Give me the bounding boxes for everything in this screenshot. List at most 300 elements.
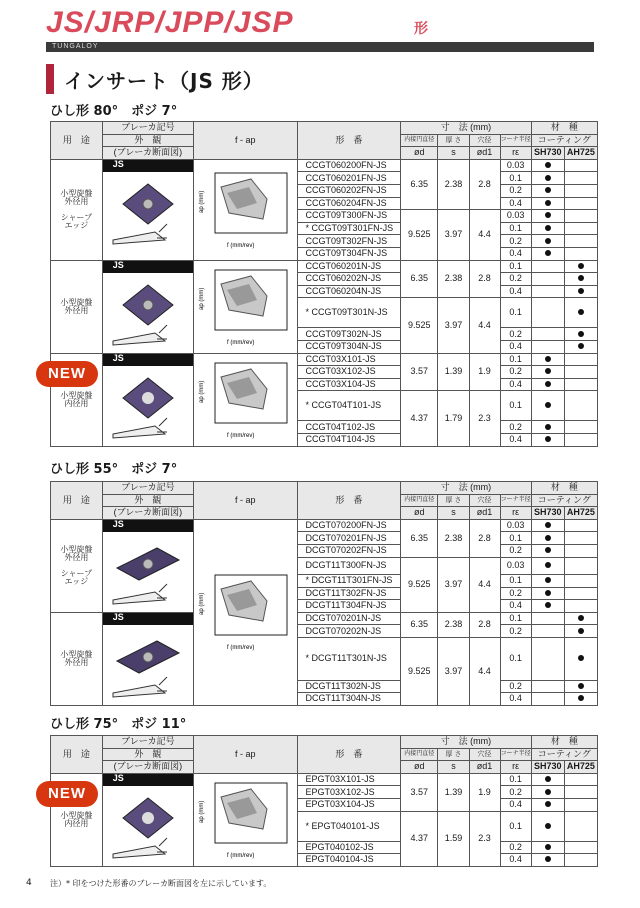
table-cell <box>531 285 564 298</box>
stock-dot <box>545 250 551 256</box>
table-cell <box>564 197 597 210</box>
radius-cell: 0.1 <box>500 532 531 545</box>
table-cell <box>564 557 597 574</box>
table-cell <box>193 260 297 353</box>
table-cell <box>564 680 597 693</box>
table-cell: 9.525 <box>401 637 438 705</box>
table-cell <box>564 587 597 600</box>
table-cell <box>531 798 564 811</box>
radius-cell: 0.2 <box>500 625 531 638</box>
table-cell <box>564 811 597 841</box>
insert-image <box>105 174 191 250</box>
table-cell <box>102 612 193 705</box>
section-title <box>46 64 264 94</box>
section-title-text: インサート（JS 形） <box>64 68 264 93</box>
model-cell: CCGT04T102-JS <box>297 421 401 434</box>
table-cell <box>102 353 193 446</box>
table-cell: 1.9 <box>469 353 500 391</box>
table-cell: 4.4 <box>469 557 500 612</box>
table-cell: 9.525 <box>401 210 438 260</box>
stock-dot <box>545 547 551 553</box>
header-suffix: 形 <box>414 21 428 37</box>
col-material: 材 種 <box>531 482 597 495</box>
table-cell <box>102 519 193 612</box>
use-cell: 小型旋盤 内径用 <box>51 773 103 866</box>
stock-dot <box>578 695 584 701</box>
table-cell <box>564 298 597 328</box>
stock-dot <box>545 602 551 608</box>
table-cell <box>531 557 564 574</box>
radius-cell: 0.4 <box>500 378 531 391</box>
table-cell <box>531 260 564 273</box>
model-cell: * CCGT09T301FN-JS <box>297 222 401 235</box>
col-model: 形 番 <box>297 482 401 520</box>
radius-cell: 0.2 <box>500 544 531 557</box>
table-cell <box>531 532 564 545</box>
model-cell: EPGT03X102-JS <box>297 786 401 799</box>
table-cell <box>564 625 597 638</box>
radius-cell: 0.2 <box>500 587 531 600</box>
table-cell <box>564 353 597 366</box>
stock-dot <box>545 424 551 430</box>
table-cell: ød1 <box>469 147 500 160</box>
table-cell: ød <box>401 761 438 774</box>
stock-dot <box>545 225 551 231</box>
table-cell <box>531 519 564 532</box>
stock-dot <box>545 522 551 528</box>
radius-cell: 0.03 <box>500 557 531 574</box>
model-cell: CCGT09T304N-JS <box>297 340 401 353</box>
col-fap: f - ap <box>193 736 297 774</box>
table-cell <box>531 786 564 799</box>
table-cell <box>564 247 597 260</box>
radius-cell: 0.2 <box>500 235 531 248</box>
stock-dot <box>545 776 551 782</box>
col-use: 用 途 <box>51 736 103 774</box>
table-cell: 3.57 <box>401 353 438 391</box>
model-cell: * CCGT09T301N-JS <box>297 298 401 328</box>
model-cell: CCGT060200FN-JS <box>297 159 401 172</box>
table1 <box>50 121 598 447</box>
radius-cell: 0.03 <box>500 210 531 223</box>
header-title: JS/JRP/JPP/JSP <box>46 6 294 39</box>
table-cell: 内接円直径 <box>401 134 438 147</box>
table-cell <box>564 532 597 545</box>
table-cell <box>564 340 597 353</box>
table-cell: 1.39 <box>438 353 469 391</box>
page-header <box>46 6 594 50</box>
breaker-label: JS <box>103 160 193 172</box>
table-cell <box>564 841 597 854</box>
table-cell <box>531 378 564 391</box>
use-cell: 小型旋盤 内径用 <box>51 353 103 446</box>
model-cell: CCGT09T302FN-JS <box>297 235 401 248</box>
stock-dot <box>545 562 551 568</box>
table-cell: コーナ半径 <box>500 134 531 147</box>
stock-dot <box>545 175 551 181</box>
table-cell: コーナ半径 <box>500 748 531 761</box>
col-model: 形 番 <box>297 736 401 774</box>
table-cell: 2.3 <box>469 391 500 446</box>
table-cell <box>531 600 564 613</box>
table-cell: 4.4 <box>469 637 500 705</box>
table-cell: 1.59 <box>438 811 469 866</box>
table-cell <box>531 298 564 328</box>
insert-image <box>105 627 191 703</box>
stock-dot <box>545 402 551 408</box>
stock-dot <box>578 275 584 281</box>
radius-cell: 0.4 <box>500 600 531 613</box>
radius-cell: 0.03 <box>500 519 531 532</box>
model-cell: EPGT03X104-JS <box>297 798 401 811</box>
table-cell <box>564 273 597 286</box>
stock-dot <box>545 823 551 829</box>
table-cell <box>531 544 564 557</box>
table-cell <box>193 353 297 446</box>
model-cell: DCGT070200FN-JS <box>297 519 401 532</box>
col-breaker: ブレーカ記号 <box>102 122 193 135</box>
stock-dot <box>545 789 551 795</box>
radius-cell: 0.4 <box>500 285 531 298</box>
table-cell <box>531 197 564 210</box>
table-cell <box>564 693 597 706</box>
table-cell: AH725 <box>564 147 597 160</box>
model-cell: DCGT070202FN-JS <box>297 544 401 557</box>
fap-xlabel: f (mm/rev) <box>227 852 255 859</box>
radius-cell: 0.2 <box>500 366 531 379</box>
model-cell: CCGT060204FN-JS <box>297 197 401 210</box>
table-cell: 3.97 <box>438 210 469 260</box>
table-cell: 2.38 <box>438 612 469 637</box>
col-material: 材 種 <box>531 736 597 749</box>
radius-cell: 0.1 <box>500 637 531 680</box>
table-cell: 6.35 <box>401 159 438 209</box>
breaker-label: JS <box>103 261 193 273</box>
table-cell <box>531 222 564 235</box>
table-cell: ød <box>401 507 438 520</box>
table-cell <box>531 184 564 197</box>
radius-cell: 0.1 <box>500 222 531 235</box>
model-cell: * DCGT11T301N-JS <box>297 637 401 680</box>
model-cell: CCGT03X101-JS <box>297 353 401 366</box>
table1-subtitle: ひし形 80° ポジ 7° <box>50 104 178 119</box>
table-cell: rε <box>500 147 531 160</box>
model-cell: DCGT070202N-JS <box>297 625 401 638</box>
table-cell <box>531 159 564 172</box>
new-badge: NEW <box>36 361 98 387</box>
model-cell: CCGT060204N-JS <box>297 285 401 298</box>
model-cell: DCGT070201N-JS <box>297 612 401 625</box>
stock-dot <box>578 683 584 689</box>
table-cell: AH725 <box>564 761 597 774</box>
col-appearance: 外 観 <box>102 134 193 147</box>
col-dim: 寸 法 (mm) <box>401 736 532 749</box>
table-cell <box>564 637 597 680</box>
model-cell: DCGT070201FN-JS <box>297 532 401 545</box>
table-cell: 2.8 <box>469 519 500 557</box>
table-cell <box>564 786 597 799</box>
table-cell <box>531 366 564 379</box>
table-cell: (ブレーカ断面図) <box>102 761 193 774</box>
insert-image <box>105 788 191 864</box>
table-cell: 4.37 <box>401 811 438 866</box>
table-cell: コーナ半径 <box>500 494 531 507</box>
fap-xlabel: f (mm/rev) <box>227 432 255 439</box>
model-cell: CCGT09T302N-JS <box>297 328 401 341</box>
table-cell <box>564 773 597 786</box>
insert-image <box>105 368 191 444</box>
table-cell: コーティング <box>531 494 597 507</box>
footnote: 注）* 印をつけた形番のブレーカ断面図を左に示しています。 <box>50 879 272 888</box>
radius-cell: 0.1 <box>500 260 531 273</box>
radius-cell: 0.1 <box>500 391 531 421</box>
table-cell: 3.97 <box>438 557 469 612</box>
table-cell <box>531 273 564 286</box>
model-cell: EPGT040104-JS <box>297 854 401 867</box>
radius-cell: 0.1 <box>500 575 531 588</box>
stock-dot <box>545 577 551 583</box>
table-cell: rε <box>500 507 531 520</box>
model-cell: DCGT11T302N-JS <box>297 680 401 693</box>
table-cell <box>531 421 564 434</box>
stock-dot <box>578 309 584 315</box>
table-cell <box>564 235 597 248</box>
new-badge: NEW <box>36 781 98 807</box>
table-cell <box>564 391 597 421</box>
table-cell <box>531 210 564 223</box>
table-cell: 2.8 <box>469 260 500 298</box>
table-cell <box>564 544 597 557</box>
table-cell: 厚 さ <box>438 494 469 507</box>
radius-cell: 0.4 <box>500 247 531 260</box>
radius-cell: 0.4 <box>500 197 531 210</box>
table-cell: ød <box>401 147 438 160</box>
model-cell: CCGT060202FN-JS <box>297 184 401 197</box>
stock-dot <box>545 856 551 862</box>
stock-dot <box>545 356 551 362</box>
col-breaker: ブレーカ記号 <box>102 736 193 749</box>
table2-subtitle: ひし形 55° ポジ 7° <box>50 462 178 477</box>
radius-cell: 0.4 <box>500 340 531 353</box>
radius-cell: 0.03 <box>500 159 531 172</box>
stock-dot <box>578 263 584 269</box>
table-cell <box>193 773 297 866</box>
table-cell <box>531 680 564 693</box>
table-cell <box>564 612 597 625</box>
col-dim: 寸 法 (mm) <box>401 482 532 495</box>
table-cell <box>193 519 297 705</box>
table-cell: 内接円直径 <box>401 748 438 761</box>
table-cell <box>531 247 564 260</box>
table-cell: 2.38 <box>438 519 469 557</box>
radius-cell: 0.2 <box>500 841 531 854</box>
fap-chart <box>197 779 293 861</box>
table-cell: 3.97 <box>438 637 469 705</box>
radius-cell: 0.4 <box>500 798 531 811</box>
table-cell: (ブレーカ断面図) <box>102 507 193 520</box>
table-cell <box>102 260 193 353</box>
col-appearance: 外 観 <box>102 748 193 761</box>
radius-cell: 0.2 <box>500 786 531 799</box>
stock-dot <box>578 331 584 337</box>
table-cell: SH730 <box>531 147 564 160</box>
stock-dot <box>545 381 551 387</box>
table-cell <box>564 798 597 811</box>
model-cell: * EPGT040101-JS <box>297 811 401 841</box>
table-cell <box>564 172 597 185</box>
table-cell: 1.39 <box>438 773 469 811</box>
table-cell: 2.38 <box>438 260 469 298</box>
table3 <box>50 735 598 867</box>
table-cell: 厚 さ <box>438 748 469 761</box>
table-cell <box>531 235 564 248</box>
model-cell: CCGT060201FN-JS <box>297 172 401 185</box>
col-fap: f - ap <box>193 122 297 160</box>
radius-cell: 0.4 <box>500 693 531 706</box>
model-cell: DCGT11T304N-JS <box>297 693 401 706</box>
fap-chart <box>197 359 293 441</box>
col-material: 材 種 <box>531 122 597 135</box>
breaker-label: JS <box>103 354 193 366</box>
model-cell: CCGT09T304FN-JS <box>297 247 401 260</box>
model-cell: CCGT04T104-JS <box>297 433 401 446</box>
fap-xlabel: f (mm/rev) <box>227 339 255 346</box>
use-cell: 小型旋盤 外径用 <box>51 260 103 353</box>
table-cell: SH730 <box>531 761 564 774</box>
stock-dot <box>545 844 551 850</box>
table-cell <box>564 600 597 613</box>
table-cell <box>564 519 597 532</box>
model-cell: CCGT060201N-JS <box>297 260 401 273</box>
table-cell: 3.57 <box>401 773 438 811</box>
col-model: 形 番 <box>297 122 401 160</box>
table-cell: 1.79 <box>438 391 469 446</box>
stock-dot <box>545 187 551 193</box>
model-cell: EPGT040102-JS <box>297 841 401 854</box>
table-cell: s <box>438 147 469 160</box>
table-cell <box>531 693 564 706</box>
model-cell: CCGT03X104-JS <box>297 378 401 391</box>
page-number: 4 <box>26 878 32 888</box>
table3-subtitle: ひし形 75° ポジ 11° <box>50 717 187 732</box>
table-cell: 4.37 <box>401 391 438 446</box>
model-cell: CCGT09T300FN-JS <box>297 210 401 223</box>
stock-dot <box>545 212 551 218</box>
table-cell: コーティング <box>531 134 597 147</box>
table-cell: AH725 <box>564 507 597 520</box>
table-cell <box>564 159 597 172</box>
fap-xlabel: f (mm/rev) <box>227 242 255 249</box>
fap-xlabel: f (mm/rev) <box>227 645 255 652</box>
fap-ylabel: ap (mm) <box>199 380 206 403</box>
stock-dot <box>545 801 551 807</box>
col-fap: f - ap <box>193 482 297 520</box>
table-cell <box>564 260 597 273</box>
table-cell <box>531 328 564 341</box>
col-dim: 寸 法 (mm) <box>401 122 532 135</box>
table-cell <box>531 391 564 421</box>
radius-cell: 0.2 <box>500 184 531 197</box>
breaker-label: JS <box>103 613 193 625</box>
stock-dot <box>545 590 551 596</box>
stock-dot <box>578 615 584 621</box>
table-cell <box>531 612 564 625</box>
table-cell: 9.525 <box>401 298 438 353</box>
header-bar <box>46 42 594 52</box>
model-cell: EPGT03X101-JS <box>297 773 401 786</box>
radius-cell: 0.1 <box>500 353 531 366</box>
radius-cell: 0.2 <box>500 680 531 693</box>
table-cell <box>531 433 564 446</box>
table-cell: 2.38 <box>438 159 469 209</box>
brand-name: TUNGALOY <box>52 43 99 50</box>
stock-dot <box>578 655 584 661</box>
table-cell: 1.9 <box>469 773 500 811</box>
table-cell: 内接円直径 <box>401 494 438 507</box>
table-cell: 2.8 <box>469 159 500 209</box>
fap-chart <box>197 266 293 348</box>
radius-cell: 0.4 <box>500 854 531 867</box>
table-cell: 2.8 <box>469 612 500 637</box>
stock-dot <box>545 436 551 442</box>
table-cell <box>531 575 564 588</box>
col-breaker: ブレーカ記号 <box>102 482 193 495</box>
table-cell: 9.525 <box>401 557 438 612</box>
model-cell: DCGT11T304FN-JS <box>297 600 401 613</box>
model-cell: * CCGT04T101-JS <box>297 391 401 421</box>
table-cell <box>531 841 564 854</box>
model-cell: * DCGT11T301FN-JS <box>297 575 401 588</box>
stock-dot <box>545 368 551 374</box>
table-cell <box>564 575 597 588</box>
table-cell <box>564 222 597 235</box>
fap-chart <box>197 169 293 251</box>
table-cell <box>531 353 564 366</box>
breaker-label: JS <box>103 774 193 786</box>
table-cell: (ブレーカ断面図) <box>102 147 193 160</box>
insert-image <box>105 534 191 610</box>
table-cell: s <box>438 507 469 520</box>
table-cell <box>564 433 597 446</box>
model-cell: CCGT060202N-JS <box>297 273 401 286</box>
model-cell: CCGT03X102-JS <box>297 366 401 379</box>
table2 <box>50 481 598 706</box>
table-cell: 6.35 <box>401 260 438 298</box>
table-cell: 4.4 <box>469 298 500 353</box>
radius-cell: 0.2 <box>500 421 531 434</box>
radius-cell: 0.2 <box>500 273 531 286</box>
radius-cell: 0.2 <box>500 328 531 341</box>
radius-cell: 0.1 <box>500 172 531 185</box>
col-use: 用 途 <box>51 122 103 160</box>
table-cell: SH730 <box>531 507 564 520</box>
radius-cell: 0.1 <box>500 612 531 625</box>
radius-cell: 0.1 <box>500 811 531 841</box>
table-cell <box>531 587 564 600</box>
stock-dot <box>578 628 584 634</box>
table-cell: ød1 <box>469 507 500 520</box>
table-cell <box>531 172 564 185</box>
table-cell: 厚 さ <box>438 134 469 147</box>
table-cell <box>531 811 564 841</box>
use-cell: 小型旋盤 外径用 シャープ エッジ <box>51 519 103 612</box>
table-cell: rε <box>500 761 531 774</box>
table-cell <box>564 328 597 341</box>
stock-dot <box>545 535 551 541</box>
col-appearance: 外 観 <box>102 494 193 507</box>
table-cell: 3.97 <box>438 298 469 353</box>
model-cell: DCGT11T300FN-JS <box>297 557 401 574</box>
